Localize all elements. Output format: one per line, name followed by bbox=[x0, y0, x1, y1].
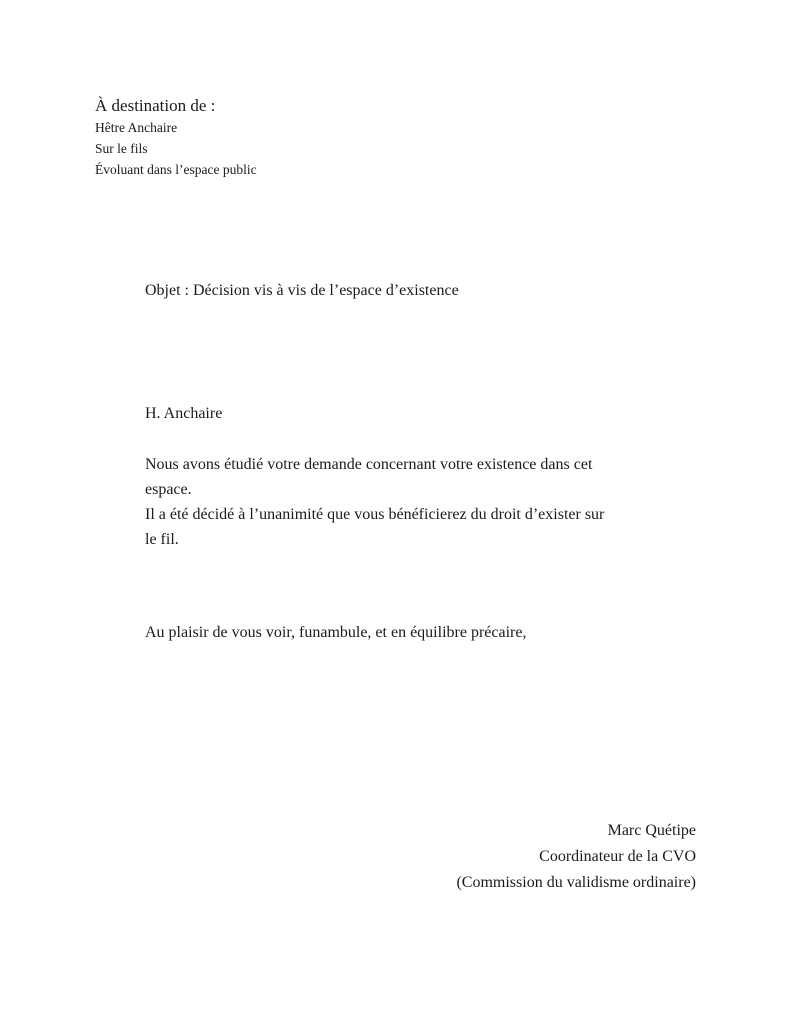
subject-line: Objet : Décision vis à vis de l’espace d’existence bbox=[145, 282, 459, 299]
recipient-block bbox=[95, 95, 257, 180]
signature-block bbox=[456, 818, 696, 896]
letter-body bbox=[145, 452, 745, 552]
signature-organization: (Commission du validisme ordinaire) bbox=[456, 874, 696, 891]
recipient-heading: À destination de : bbox=[95, 96, 216, 115]
signature-name: Marc Quétipe bbox=[607, 822, 696, 839]
body-line: le fil. bbox=[145, 531, 179, 548]
recipient-address-line-1: Sur le fils bbox=[95, 141, 148, 156]
body-line: Il a été décidé à l’unanimité que vous bénéficierez du droit d’exister sur bbox=[145, 506, 605, 523]
body-line: Nous avons étudié votre demande concernant votre existence dans cet bbox=[145, 456, 593, 473]
recipient-address-line-2: Évoluant dans l’espace public bbox=[95, 162, 257, 177]
closing-line: Au plaisir de vous voir, funambule, et en équilibre précaire, bbox=[145, 624, 527, 641]
body-line: espace. bbox=[145, 481, 192, 498]
signature-title: Coordinateur de la CVO bbox=[539, 848, 696, 865]
salutation: H. Anchaire bbox=[145, 405, 223, 422]
recipient-name: Hêtre Anchaire bbox=[95, 120, 178, 135]
